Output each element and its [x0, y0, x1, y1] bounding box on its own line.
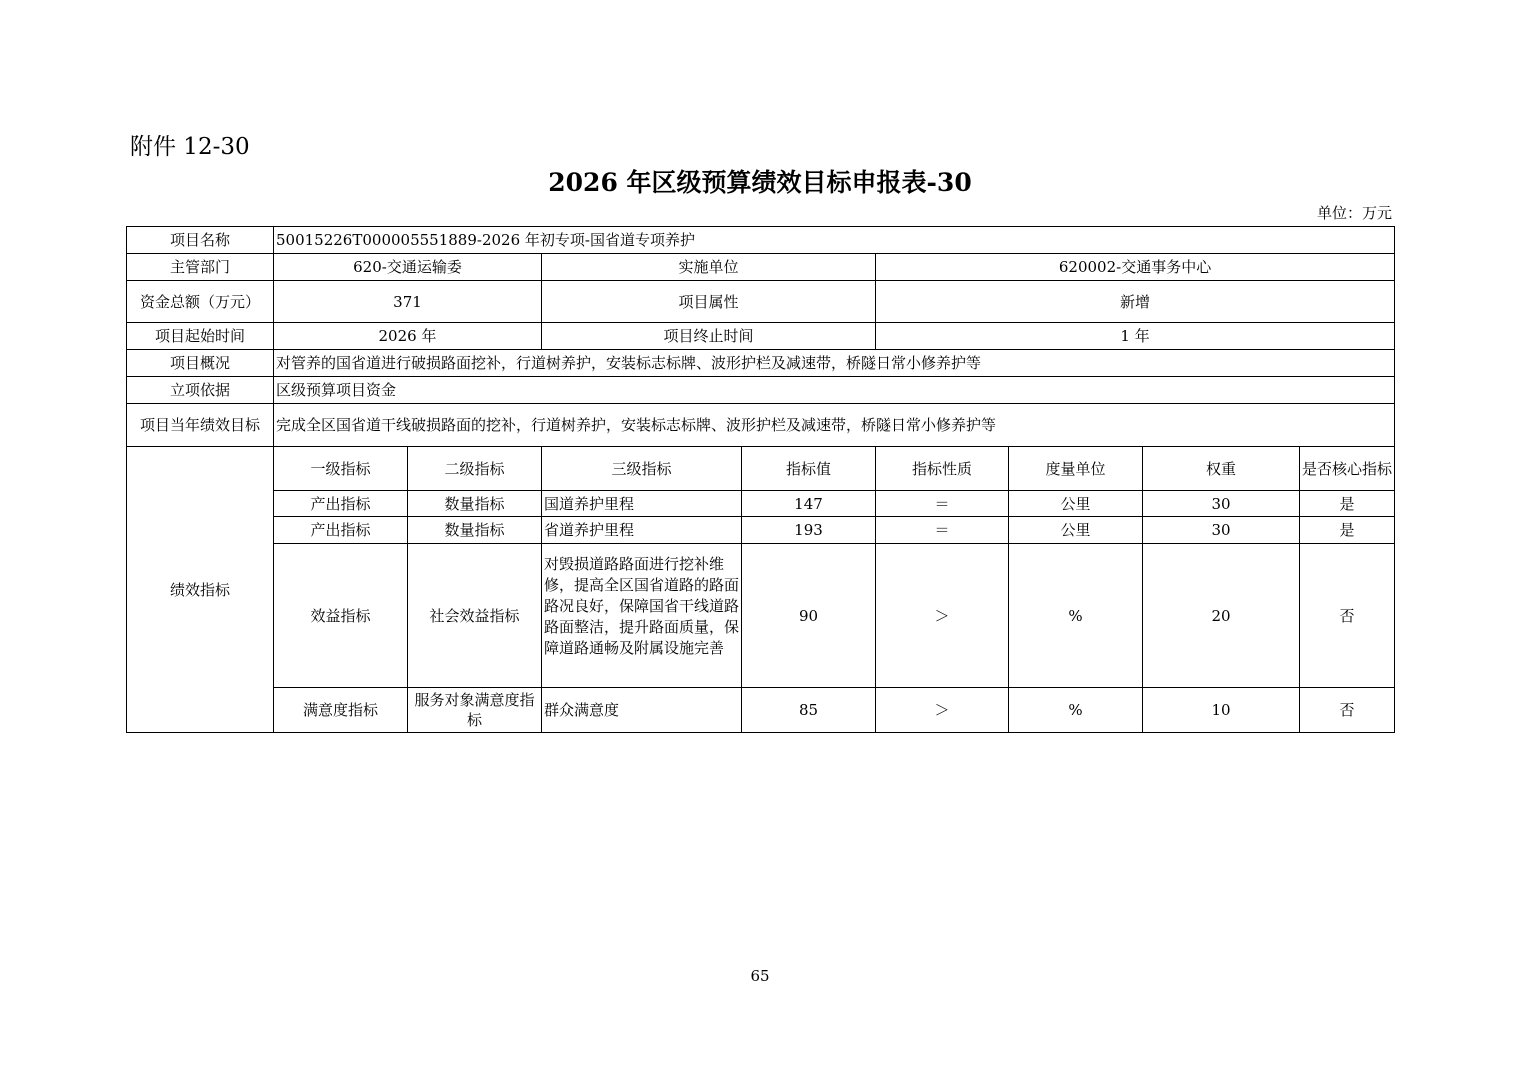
impl-label: 实施单位 [542, 254, 876, 281]
header-level2: 二级指标 [408, 447, 542, 491]
row-weight: 30 [1143, 491, 1300, 517]
row-basis [127, 377, 1395, 404]
dept-label: 主管部门 [127, 254, 274, 281]
row-core: 否 [1300, 688, 1395, 733]
row-level1: 产出指标 [274, 491, 408, 517]
row-weight: 30 [1143, 517, 1300, 544]
row-unit: 公里 [1009, 491, 1143, 517]
page-title: 2026 年区级预算绩效目标申报表-30 [548, 168, 972, 197]
row-unit: % [1009, 688, 1143, 733]
row-core: 是 [1300, 491, 1395, 517]
row-level1: 产出指标 [274, 517, 408, 544]
start-value: 2026 年 [274, 323, 542, 350]
row-weight: 20 [1143, 544, 1300, 688]
row-nature: ＝ [876, 491, 1009, 517]
row-fund [127, 281, 1395, 323]
row-department [127, 254, 1395, 281]
table-row [127, 688, 1395, 733]
row-unit: 公里 [1009, 517, 1143, 544]
attachment-label: 附件 12-30 [130, 134, 250, 160]
row-core: 否 [1300, 544, 1395, 688]
indicator-header-row [127, 447, 1395, 491]
row-level3: 对毁损道路路面进行挖补维修，提高全区国省道路的路面路况良好，保障国省干线道路路面整洁，提升路面质量，保障道路通畅及附属设施完善 [542, 544, 742, 688]
header-core: 是否核心指标 [1300, 447, 1395, 491]
row-level2: 社会效益指标 [408, 544, 542, 688]
row-project-name [127, 227, 1395, 254]
row-level2: 数量指标 [408, 491, 542, 517]
row-value: 147 [742, 491, 876, 517]
impl-value: 620002-交通事务中心 [876, 254, 1395, 281]
header-nature: 指标性质 [876, 447, 1009, 491]
row-core: 是 [1300, 517, 1395, 544]
fund-label: 资金总额（万元） [127, 281, 274, 323]
row-weight: 10 [1143, 688, 1300, 733]
header-level1: 一级指标 [274, 447, 408, 491]
header-level3: 三级指标 [542, 447, 742, 491]
end-value: 1 年 [876, 323, 1395, 350]
row-level1: 满意度指标 [274, 688, 408, 733]
unit-label: 单位：万元 [1316, 204, 1392, 222]
table-row [127, 517, 1395, 544]
basis-label: 立项依据 [127, 377, 274, 404]
basis-value: 区级预算项目资金 [274, 377, 1395, 404]
row-level2: 服务对象满意度指标 [408, 688, 542, 733]
row-level1: 效益指标 [274, 544, 408, 688]
row-unit: % [1009, 544, 1143, 688]
fund-value: 371 [274, 281, 542, 323]
table-row [127, 491, 1395, 517]
indicators-section-label: 绩效指标 [127, 447, 274, 733]
end-label: 项目终止时间 [542, 323, 876, 350]
row-level3: 国道养护里程 [542, 491, 742, 517]
attr-label: 项目属性 [542, 281, 876, 323]
start-label: 项目起始时间 [127, 323, 274, 350]
row-nature: ＝ [876, 517, 1009, 544]
overview-value: 对管养的国省道进行破损路面挖补，行道树养护，安装标志标牌、波形护栏及减速带，桥隧日常小修养护等 [274, 350, 1395, 377]
header-unit: 度量单位 [1009, 447, 1143, 491]
project-name-label: 项目名称 [127, 227, 274, 254]
row-nature: ＞ [876, 688, 1009, 733]
goal-label: 项目当年绩效目标 [127, 404, 274, 447]
row-level3: 群众满意度 [542, 688, 742, 733]
row-goal [127, 404, 1395, 447]
attr-value: 新增 [876, 281, 1395, 323]
row-value: 90 [742, 544, 876, 688]
header-value: 指标值 [742, 447, 876, 491]
row-period [127, 323, 1395, 350]
row-nature: ＞ [876, 544, 1009, 688]
overview-label: 项目概况 [127, 350, 274, 377]
row-level3: 省道养护里程 [542, 517, 742, 544]
header-weight: 权重 [1143, 447, 1300, 491]
goal-value: 完成全区国省道干线破损路面的挖补，行道树养护，安装标志标牌、波形护栏及减速带，桥隧日常小修养护等 [274, 404, 1395, 447]
performance-target-table [126, 226, 1395, 733]
row-overview [127, 350, 1395, 377]
row-value: 193 [742, 517, 876, 544]
row-value: 85 [742, 688, 876, 733]
project-name-value: 50015226T000005551889-2026 年初专项-国省道专项养护 [274, 227, 1395, 254]
page-number: 65 [750, 967, 770, 985]
table-row [127, 544, 1395, 688]
dept-value: 620-交通运输委 [274, 254, 542, 281]
row-level2: 数量指标 [408, 517, 542, 544]
